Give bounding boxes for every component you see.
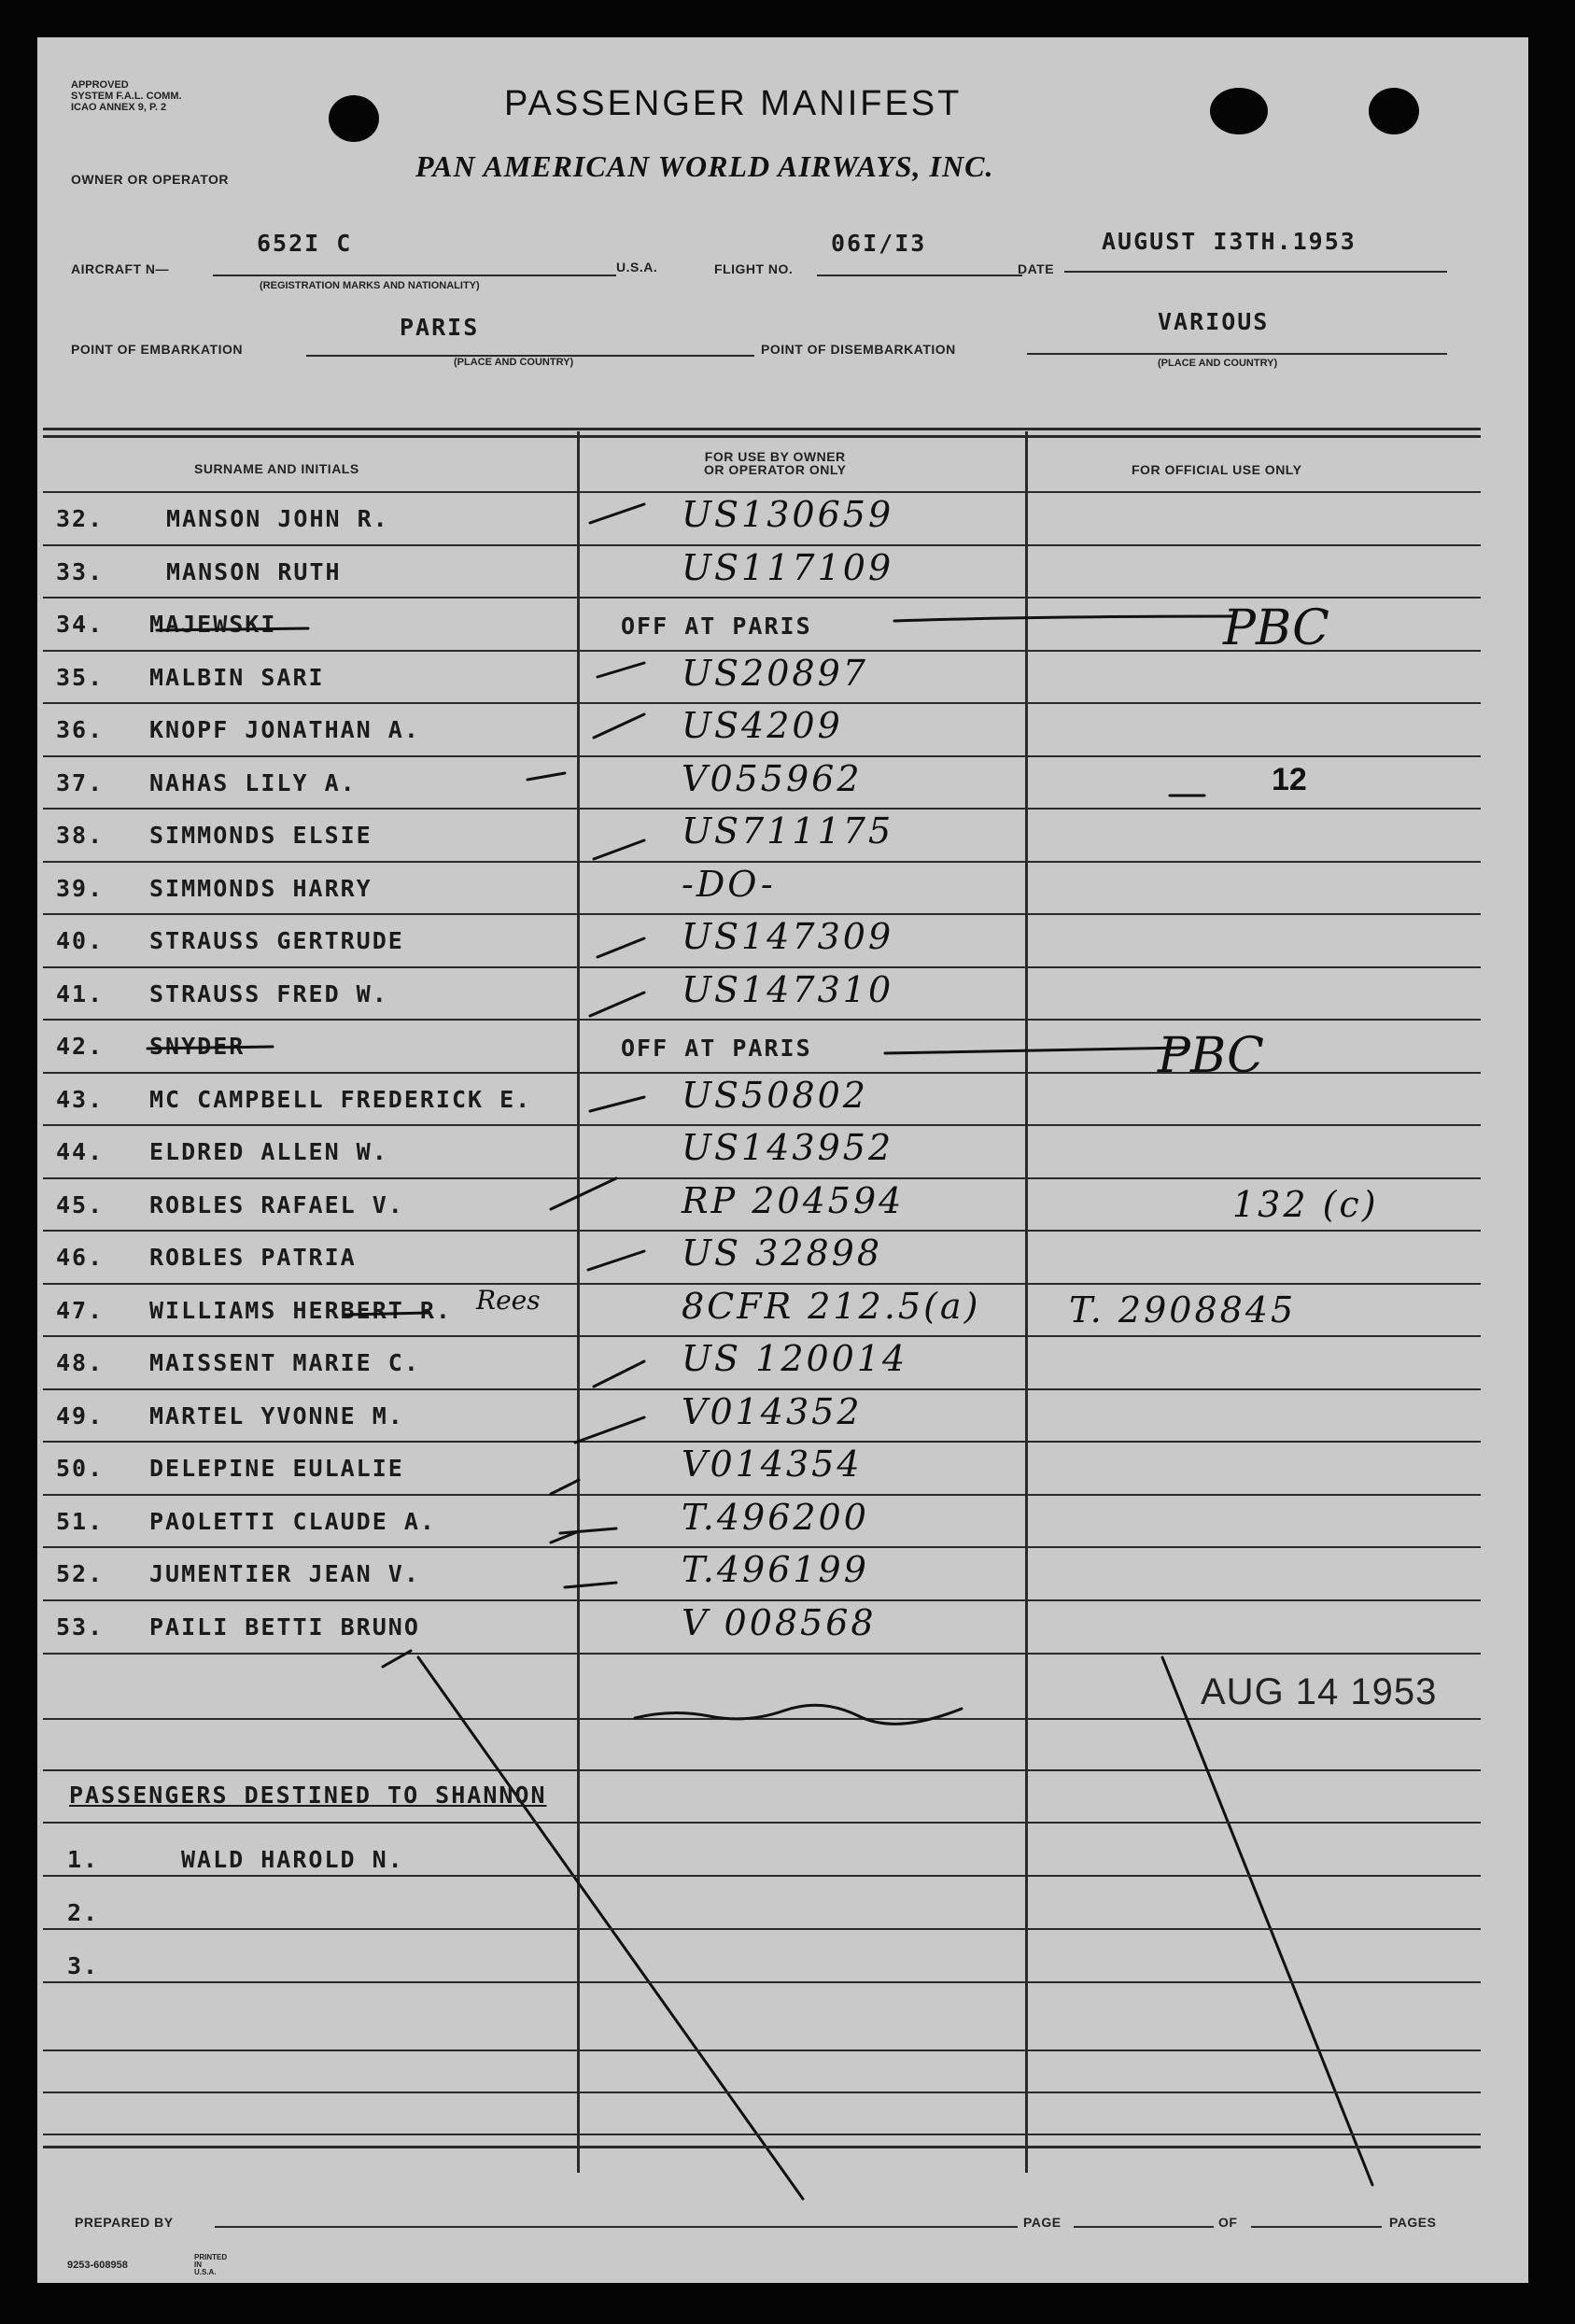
owner-entry: OFF AT PARIS [621,1035,812,1062]
prepared-by-label: PREPARED BY [75,2215,174,2230]
pages-label: PAGES [1389,2215,1437,2230]
row-number: 33. [56,558,105,585]
owner-entry: US117109 [682,547,894,588]
disembark-label: POINT OF DISEMBARKATION [761,342,956,357]
row-number: 46. [56,1244,105,1271]
row-number: 38. [56,822,105,849]
passenger-name: SNYDER [149,1033,246,1060]
date-stamp: AUG 14 1953 [1201,1671,1438,1712]
owner-entry: 8CFR 212.5(a) [682,1286,981,1327]
row-number: 39. [56,875,105,902]
owner-entry: US20897 [682,653,868,694]
row-number: 36. [56,716,105,743]
initials-pbc-1: PBC [1223,600,1329,656]
row-number: 43. [56,1086,105,1113]
passenger-name: DELEPINE EULALIE [149,1455,404,1482]
passenger-name: PAILI BETTI BRUNO [149,1613,420,1641]
row-number: 47. [56,1297,105,1324]
row-number: 44. [56,1138,105,1165]
owner-entry: US147309 [682,916,894,957]
row-number: 48. [56,1349,105,1376]
owner-entry: US4209 [682,705,843,746]
passenger-name: JUMENTIER JEAN V. [149,1560,420,1587]
row-number: 49. [56,1402,105,1430]
owner-entry: V014352 [682,1391,863,1432]
printed-note: PRINTED IN U.S.A. [194,2253,228,2276]
row-divider [43,1822,1481,1824]
passenger-name: STRAUSS GERTRUDE [149,927,404,954]
official-entry: 12 [1272,762,1307,797]
passenger-name: PAOLETTI CLAUDE A. [149,1508,436,1535]
owner-entry: -DO- [682,864,776,905]
date-value: AUGUST I3TH.1953 [1102,228,1357,255]
owner-entry: US143952 [682,1127,894,1168]
initials-pbc-2: PBC [1158,1028,1264,1084]
owner-entry: US50802 [682,1075,868,1116]
date-label: DATE [1018,261,1055,276]
passenger-name: ROBLES PATRIA [149,1244,357,1271]
passenger-name: ROBLES RAFAEL V. [149,1191,404,1218]
owner-entry: US 120014 [682,1338,908,1379]
passenger-name: NAHAS LILY A. [149,769,357,796]
col-surname-header: SURNAME AND INITIALS [194,461,359,476]
passenger-name: MALBIN SARI [149,664,325,691]
registration-note: (REGISTRATION MARKS AND NATIONALITY) [260,280,480,291]
disembark-value: VARIOUS [1158,308,1270,335]
row-number: 45. [56,1191,105,1218]
official-entry: T. 2908845 [1069,1289,1297,1331]
place-note-1: (PLACE AND COUNTRY) [454,357,574,368]
owner-entry: V014354 [682,1444,863,1485]
passenger-name: MANSON JOHN R. [166,505,389,532]
owner-entry: T.496200 [682,1497,869,1538]
page-label: PAGE [1023,2215,1062,2230]
flight-value: 06I/I3 [831,230,927,257]
row-divider [43,1981,1481,1983]
company-name: PAN AMERICAN WORLD AIRWAYS, INC. [415,149,994,183]
form-number: 9253-608958 [67,2260,128,2271]
passenger-name: KNOPF JONATHAN A. [149,716,420,743]
official-entry: 132 (c) [1232,1184,1379,1225]
embark-label: POINT OF EMBARKATION [71,342,243,357]
passenger-name: MAISSENT MARIE C. [149,1349,420,1376]
row-divider [43,1875,1481,1877]
passenger-name: SIMMONDS ELSIE [149,822,373,849]
col-owner-header: FOR USE BY OWNER OR OPERATOR ONLY [704,449,847,477]
owner-entry: US130659 [682,494,894,535]
owner-entry: V055962 [682,758,863,799]
col-official-header: FOR OFFICIAL USE ONLY [1132,462,1302,477]
owner-entry: V 008568 [682,1602,877,1643]
note-rees: Rees [476,1285,541,1316]
aircraft-label: AIRCRAFT N— [71,261,170,276]
row-number: 50. [56,1455,105,1482]
passenger-name: MARTEL YVONNE M. [149,1402,404,1430]
owner-entry: US147310 [682,969,894,1010]
usa-label: U.S.A. [616,260,658,275]
passenger-name: MC CAMPBELL FREDERICK E. [149,1086,532,1113]
passenger-name: SIMMONDS HARRY [149,875,373,902]
approval-note: APPROVED SYSTEM F.A.L. COMM. ICAO ANNEX 9, P. 2 [71,79,182,113]
passenger-name: STRAUSS FRED W. [149,980,388,1007]
owner-entry: US711175 [682,810,894,852]
owner-entry: US 32898 [682,1232,883,1274]
aircraft-value: 652I C [257,230,353,257]
passenger-name: MANSON RUTH [166,558,342,585]
shannon-row-number: 1. [67,1846,100,1873]
row-divider [43,1928,1481,1930]
row-number: 53. [56,1613,105,1641]
shannon-row-number: 2. [67,1899,100,1926]
shannon-heading: PASSENGERS DESTINED TO SHANNON [69,1782,547,1809]
flight-label: FLIGHT NO. [714,261,794,276]
owner-entry: OFF AT PARIS [621,613,812,640]
passenger-name: ELDRED ALLEN W. [149,1138,388,1165]
shannon-row-number: 3. [67,1952,100,1979]
embark-value: PARIS [400,314,480,341]
row-number: 51. [56,1508,105,1535]
passenger-name: MAJEWSKI [149,611,277,638]
place-note-2: (PLACE AND COUNTRY) [1158,358,1278,369]
row-number: 35. [56,664,105,691]
row-number: 32. [56,505,105,532]
row-number: 34. [56,611,105,638]
passenger-name: WILLIAMS HERBERT R. [149,1297,452,1324]
row-number: 40. [56,927,105,954]
shannon-passenger-name: WALD HAROLD N. [181,1846,404,1873]
owner-entry: RP 204594 [682,1180,905,1221]
form-title: PASSENGER MANIFEST [504,84,963,123]
of-label: OF [1218,2215,1238,2230]
row-number: 42. [56,1033,105,1060]
owner-entry: T.496199 [682,1549,869,1590]
row-number: 41. [56,980,105,1007]
owner-label: OWNER OR OPERATOR [71,172,229,187]
row-number: 37. [56,769,105,796]
row-number: 52. [56,1560,105,1587]
